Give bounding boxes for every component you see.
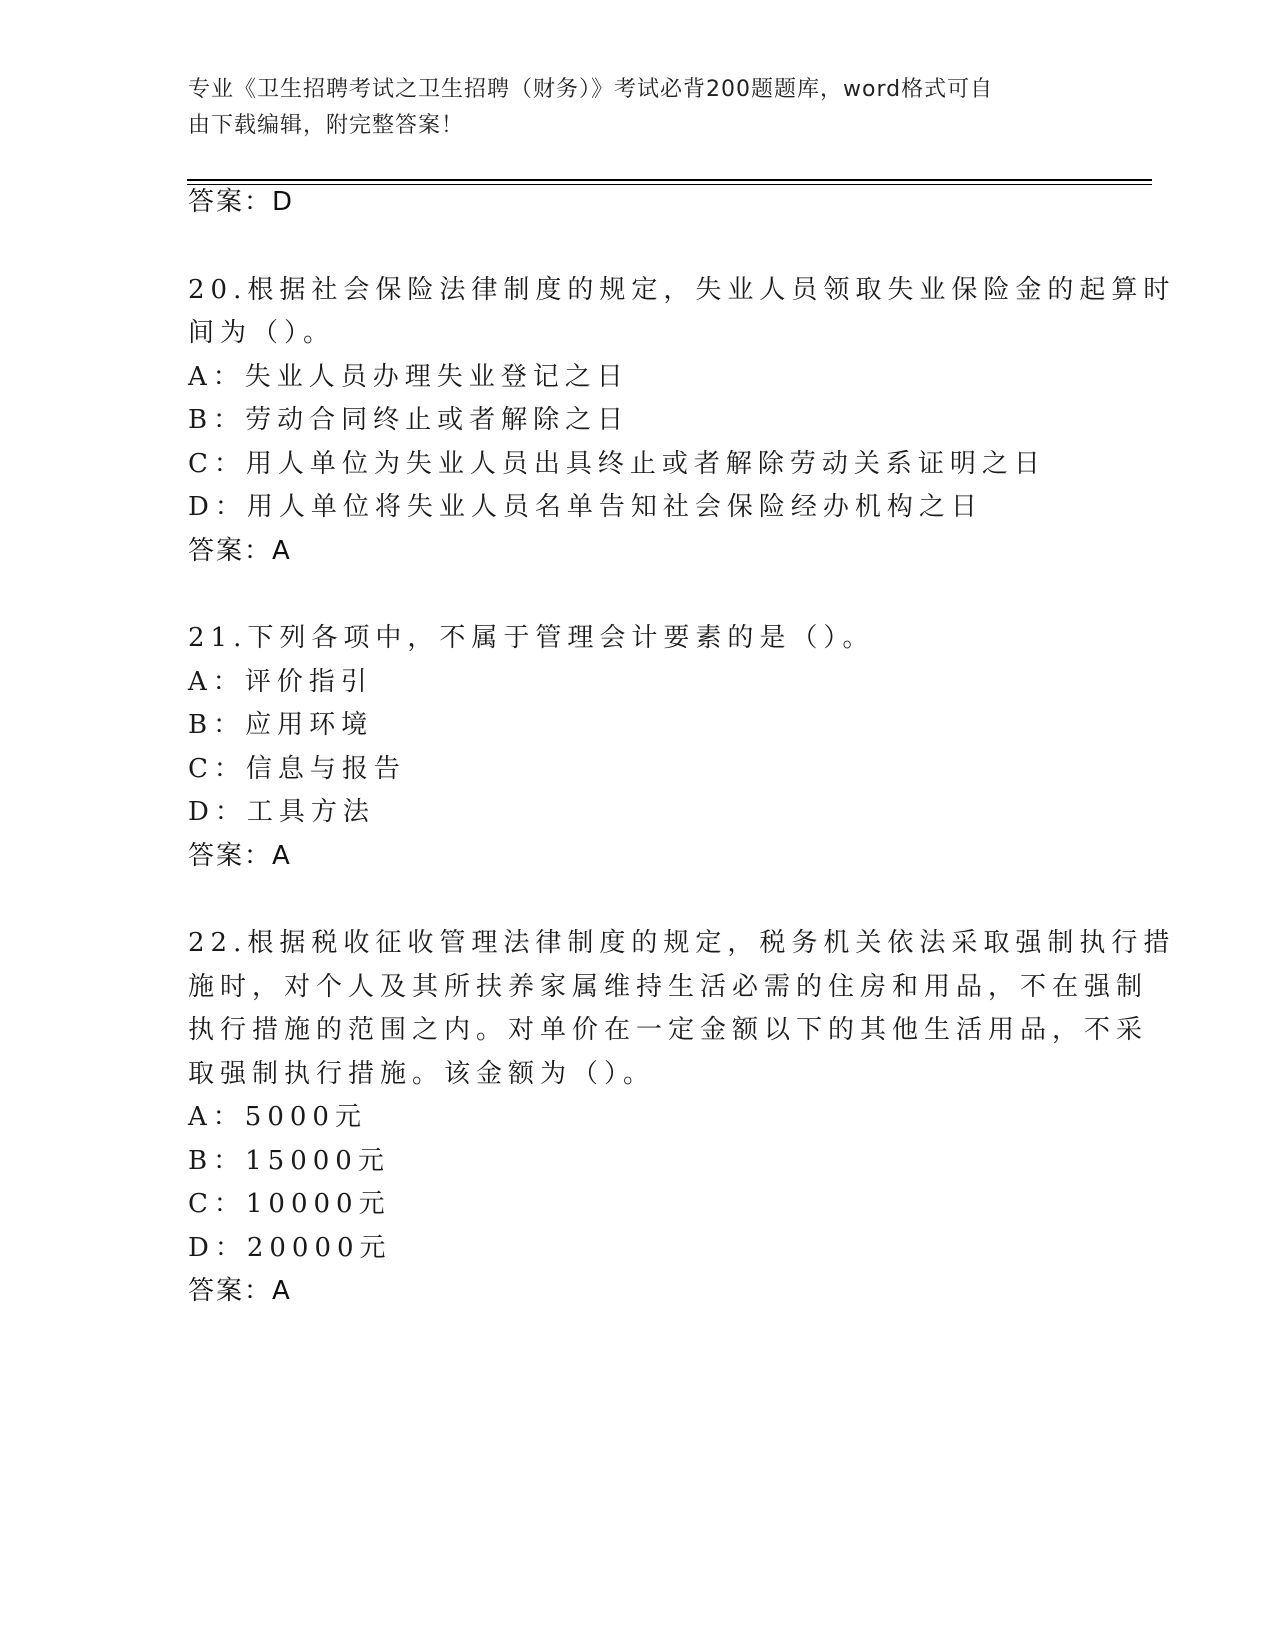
q22-option-a: A：5000元 <box>188 1102 367 1132</box>
q20-option-b: B：劳动合同终止或者解除之日 <box>188 405 630 435</box>
q22-text-line-2: 施时，对个人及其所扶养家属维持生活必需的住房和用品，不在强制 <box>188 972 1149 1002</box>
q22-text-line-1: 22.根据税收征收管理法律制度的规定，税务机关依法采取强制执行措 <box>188 928 1176 958</box>
header-divider-thin <box>187 184 1152 185</box>
q20-option-d: D：用人单位将失业人员名单告知社会保险经办机构之日 <box>188 492 983 522</box>
q22-text-line-3: 执行措施的范围之内。对单价在一定金额以下的其他生活用品，不采 <box>188 1015 1149 1045</box>
header-line-1: 专业《卫生招聘考试之卫生招聘（财务）》考试必背200题题库，word格式可自 <box>188 77 994 102</box>
q21-answer: 答案：A <box>188 841 292 871</box>
q22-answer: 答案：A <box>188 1276 292 1306</box>
prev-answer: 答案：D <box>188 187 295 217</box>
q20-text-line-2: 间为（）。 <box>188 318 336 348</box>
q21-text-line-1: 21.下列各项中，不属于管理会计要素的是（）。 <box>188 623 875 653</box>
q20-option-c: C：用人单位为失业人员出具终止或者解除劳动关系证明之日 <box>188 449 1046 479</box>
q21-option-a: A：评价指引 <box>188 667 373 697</box>
q20-option-a: A：失业人员办理失业登记之日 <box>188 362 629 392</box>
q22-option-d: D：20000元 <box>188 1233 392 1263</box>
q21-option-c: C：信息与报告 <box>188 754 406 784</box>
q21-option-b: B：应用环境 <box>188 710 374 740</box>
header-divider-thick <box>187 179 1152 181</box>
q20-answer: 答案：A <box>188 536 292 566</box>
document-header <box>188 72 1088 144</box>
q22-option-b: B：15000元 <box>188 1146 390 1176</box>
q20-text-line-1: 20.根据社会保险法律制度的规定，失业人员领取失业保险金的起算时 <box>188 275 1176 305</box>
header-line-2: 由下载编辑，附完整答案！ <box>188 113 465 138</box>
q22-text-line-4: 取强制执行措施。该金额为（）。 <box>188 1059 656 1089</box>
q22-option-c: C：10000元 <box>188 1189 391 1219</box>
q21-option-d: D：工具方法 <box>188 797 375 827</box>
